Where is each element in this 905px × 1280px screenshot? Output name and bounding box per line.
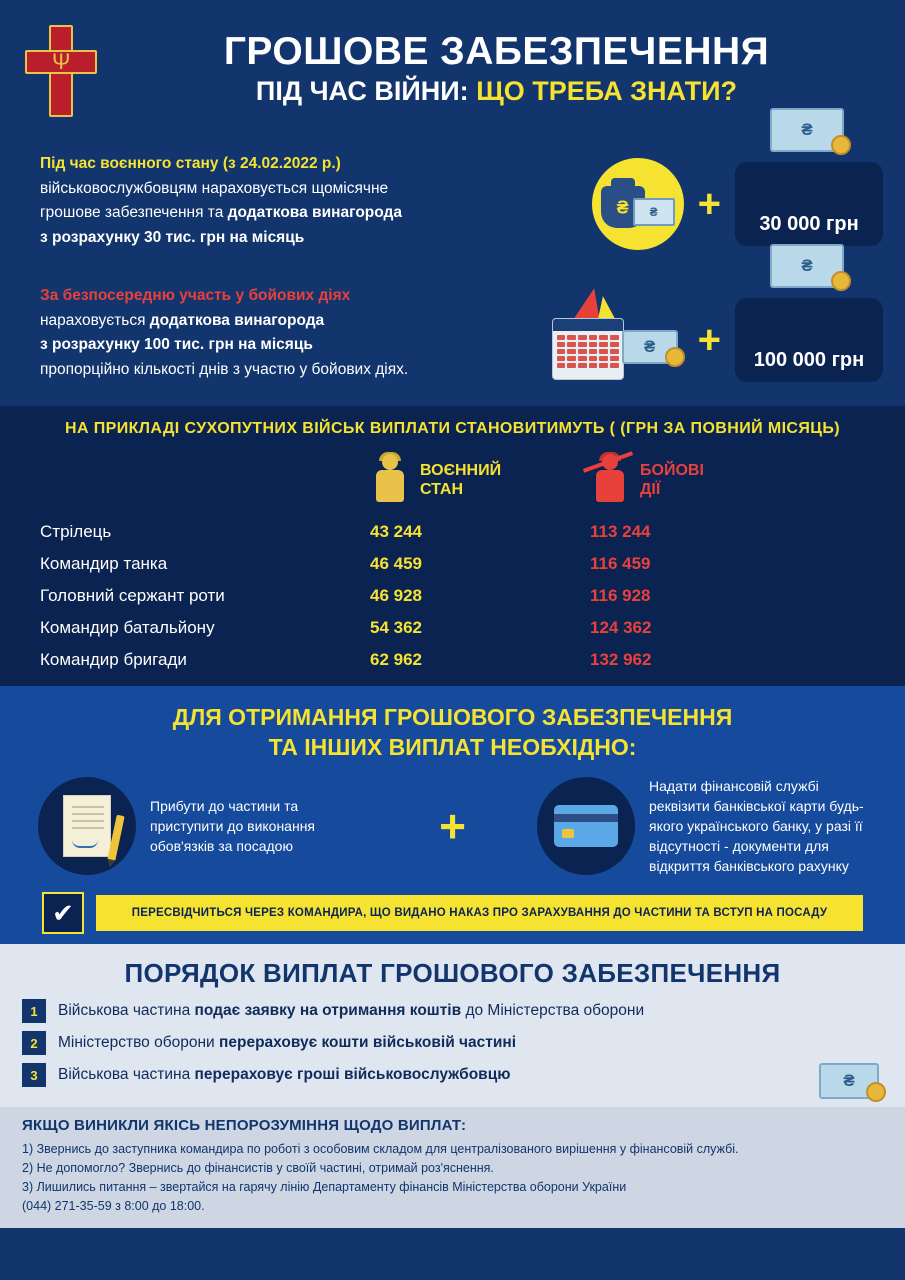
footer-lines xyxy=(22,1140,883,1216)
row-combat-value: 124 362 xyxy=(590,618,652,637)
block2-line1: За безпосередню участь у бойових діях xyxy=(40,287,351,304)
amount-wrap-1 xyxy=(735,162,883,246)
bank-card-icon xyxy=(537,777,635,875)
header-titles xyxy=(106,30,883,108)
check-banner-text: ПЕРЕСВІДЧИТЬСЯ ЧЕРЕЗ КОМАНДИРА, ЩО ВИДАНО НАКАЗ ПРО ЗАРАХУВАННЯ ДО ЧАСТИНИ ТА ВСТУП НА ПОСАДУ xyxy=(96,895,863,931)
page-subtitle-part1: ПІД ЧАС ВІЙНИ: xyxy=(255,76,469,106)
amount-box-martial-law xyxy=(735,162,883,246)
check-banner xyxy=(42,892,863,934)
step-text-post: до Міністерства оборони xyxy=(461,1002,645,1019)
payments-table-rows xyxy=(0,516,905,676)
block1-line1: Під час воєнного стану (з 24.02.2022 р.) xyxy=(40,155,341,172)
step-text-pre: Військова частина xyxy=(58,1002,195,1019)
block-combat-text xyxy=(40,284,510,382)
list-item xyxy=(22,1063,883,1087)
document-pen-icon xyxy=(38,777,136,875)
block-martial-law-visual xyxy=(510,152,883,250)
amount-value-martial-law: 30 000 грн xyxy=(759,213,859,235)
footer-line: 3) Лишились питання – звертайся на гарячу лінію Департаменту фінансів Міністерства оборони України xyxy=(22,1180,627,1194)
row-name: Головний сержант роти xyxy=(40,586,225,605)
step-text xyxy=(58,1066,510,1084)
banknote-coin-icon-2 xyxy=(770,244,848,292)
amount-value-combat: 100 000 грн xyxy=(753,349,865,371)
block2-line2 xyxy=(40,309,510,334)
block2-line3: з розрахунку 100 тис. грн на місяць xyxy=(40,336,313,353)
row-name: Стрілець xyxy=(40,522,112,541)
requirement-item-1 xyxy=(38,777,368,875)
payment-order-title: ПОРЯДОК ВИПЛАТ ГРОШОВОГО ЗАБЕЗПЕЧЕННЯ xyxy=(124,958,781,988)
footer-title: ЯКЩО ВИНИКЛИ ЯКІСЬ НЕПОРОЗУМІННЯ ЩОДО ВИПЛАТ: xyxy=(22,1117,467,1134)
row-combat-value: 132 962 xyxy=(590,650,652,669)
table-row xyxy=(0,612,905,644)
list-item xyxy=(22,999,883,1023)
row-name: Командир танка xyxy=(40,554,168,573)
row-name: Командир батальйону xyxy=(40,618,215,637)
calendar-fire-money-icon xyxy=(544,290,684,390)
table-row xyxy=(0,644,905,676)
row-martial-law-value: 54 362 xyxy=(370,618,422,637)
table-column-martial-law xyxy=(370,454,590,506)
row-martial-law-value: 62 962 xyxy=(370,650,422,669)
footer-line: 2) Не допомогло? Звернись до фінансистів у своїй частині, отримай роз'яснення. xyxy=(22,1161,494,1175)
requirement-item-2-text: Надати фінансовій службі реквізити банківської карти будь-якого українського банку, у разі її відсутності - документи для відкриття банківського рахунку xyxy=(649,778,864,874)
block1-line3 xyxy=(40,201,510,226)
ukraine-armed-forces-cross-emblem-icon: Ψ xyxy=(22,25,100,117)
table-column-combat xyxy=(590,454,810,506)
row-combat-value: 116 459 xyxy=(590,554,651,573)
step-text-bold: подає заявку на отримання коштів xyxy=(194,1002,462,1019)
checkmark-icon: ✔ xyxy=(42,892,84,934)
payments-table-title: НА ПРИКЛАДІ СУХОПУТНИХ ВІЙСЬК ВИПЛАТИ СТАНОВИТИМУТЬ ( (ГРН ЗА ПОВНИЙ МІСЯЦЬ) xyxy=(65,420,840,437)
table-row xyxy=(0,516,905,548)
row-martial-law-value: 43 244 xyxy=(370,522,422,541)
plus-sign-2: + xyxy=(697,318,721,362)
page-subtitle xyxy=(110,74,883,108)
step-text-pre: Міністерство оборони xyxy=(58,1034,219,1051)
requirements-section xyxy=(0,686,905,944)
table-row xyxy=(0,580,905,612)
requirement-item-1-text: Прибути до частини та приступити до виконання обов'язків за посадою xyxy=(150,798,316,854)
step-text-pre: Військова частина xyxy=(58,1066,195,1083)
table-col1-label-line1: ВОЄННИЙ xyxy=(420,462,502,479)
plus-sign-1: + xyxy=(697,182,721,226)
block2-line2-plain: нараховується xyxy=(40,311,150,329)
row-name: Командир бригади xyxy=(40,650,187,669)
row-martial-law-value: 46 928 xyxy=(370,586,422,605)
block1-line4: з розрахунку 30 тис. грн на місяць xyxy=(40,228,305,246)
requirement-item-2 xyxy=(537,776,867,876)
page-subtitle-part2: ЩО ТРЕБА ЗНАТИ? xyxy=(476,76,738,106)
block-combat xyxy=(0,250,905,390)
soldier-red-combat-icon xyxy=(590,454,630,506)
footer-phone: (044) 271-35-59 з 8:00 до 18:00. xyxy=(22,1199,205,1213)
table-row xyxy=(0,548,905,580)
block1-line3-bold: додаткова винагорода xyxy=(227,204,402,221)
step-number: 3 xyxy=(22,1063,46,1087)
table-col1-label-line2: СТАН xyxy=(420,481,464,498)
footer-help-section xyxy=(0,1107,905,1228)
footer-line: 1) Звернись до заступника командира по роботі з особовим складом для централізованого вирішення у фінансовій службі. xyxy=(22,1142,739,1156)
block-martial-law-text xyxy=(40,152,510,250)
payment-order-section xyxy=(0,944,905,1107)
plus-sign-3: + xyxy=(439,800,466,852)
row-combat-value: 116 928 xyxy=(590,586,651,605)
payments-table-header xyxy=(0,454,905,506)
row-combat-value: 113 244 xyxy=(590,522,651,541)
step-text-bold: перераховує гроші військовослужбовцю xyxy=(194,1066,511,1083)
block-martial-law xyxy=(0,138,905,250)
block2-line4: пропорційно кількості днів з участю у бойових діях. xyxy=(40,360,409,378)
page-title: ГРОШОВЕ ЗАБЕЗПЕЧЕННЯ xyxy=(223,30,770,73)
step-text xyxy=(58,1034,516,1052)
row-martial-law-value: 46 459 xyxy=(370,554,422,573)
step-text-bold: перераховує кошти військовій частині xyxy=(219,1034,517,1051)
table-col2-label-line1: БОЙОВІ xyxy=(640,462,704,479)
money-sack-bill-icon xyxy=(592,158,684,250)
amount-wrap-2 xyxy=(735,298,883,382)
requirements-title-line1: ДЛЯ ОТРИМАННЯ ГРОШОВОГО ЗАБЕЗПЕЧЕННЯ xyxy=(172,704,733,730)
block2-line2-bold: додаткова винагорода xyxy=(149,311,325,329)
payment-order-steps xyxy=(22,999,883,1087)
block1-line2: військовослужбовцям нараховується щомісячне xyxy=(40,179,389,197)
table-col2-label-line2: ДІЇ xyxy=(640,481,661,498)
step-text xyxy=(58,1002,644,1020)
banknote-coin-icon-1 xyxy=(770,108,848,156)
money-coins-icon xyxy=(819,1063,879,1099)
requirements-title-line2: ТА ІНШИХ ВИПЛАТ НЕОБХІДНО: xyxy=(268,734,637,760)
list-item xyxy=(22,1031,883,1055)
payments-table xyxy=(0,406,905,686)
step-number: 2 xyxy=(22,1031,46,1055)
soldier-yellow-icon xyxy=(370,454,410,506)
amount-box-combat xyxy=(735,298,883,382)
requirements-items xyxy=(20,776,885,876)
block-combat-visual xyxy=(510,284,883,390)
step-number: 1 xyxy=(22,999,46,1023)
block1-line3-plain: грошове забезпечення та xyxy=(40,204,228,221)
